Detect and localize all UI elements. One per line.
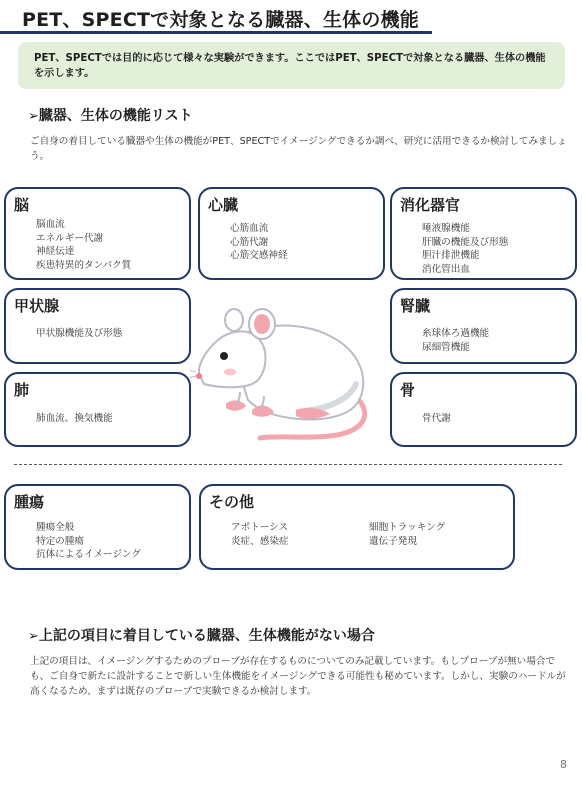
card-item-list [36, 218, 131, 272]
list-item: 炎症、感染症 [231, 535, 289, 547]
list-item: 胆汁排泄機能 [422, 250, 480, 261]
list-item: 脳血流 [36, 219, 65, 230]
intro-text: PET、SPECTでは目的に応じて様々な実験ができます。ここではPET、SPECTで対象となる臓器、生体の機能を示します。 [34, 53, 546, 79]
list-item: アポトーシス [231, 522, 289, 533]
card-item-list [36, 412, 113, 426]
arrowhead-icon: ➢ [28, 109, 39, 124]
list-item: 腫瘍全般 [36, 522, 75, 533]
card-title: 骨 [400, 381, 416, 399]
card-thyroid [4, 288, 191, 364]
card-title: 腎臓 [400, 297, 431, 315]
arrowhead-icon: ➢ [28, 629, 39, 644]
list-item: 特定の腫瘍 [36, 535, 84, 547]
list-item: 心筋代謝 [230, 236, 269, 248]
card-title: 腫瘍 [14, 493, 45, 511]
mouse-illustration [190, 292, 390, 452]
list-item: 唾液腺機能 [422, 223, 470, 234]
list-item: 疾患特異的タンパク質 [36, 259, 132, 271]
list-item: 尿細管機能 [422, 341, 470, 353]
list-item: 心筋血流 [230, 223, 269, 234]
list-item: 骨代謝 [422, 413, 451, 424]
card-kidney [390, 288, 577, 364]
list-item: 肝臓の機能及び形態 [422, 236, 509, 248]
card-item-list [230, 222, 288, 263]
title-underline [0, 31, 432, 34]
card-item-list [422, 222, 508, 276]
list-item: 甲状腺機能及び形態 [36, 328, 123, 339]
card-item-list [422, 327, 489, 354]
card-tumor [4, 484, 191, 570]
list-item: 糸球体ろ過機能 [422, 328, 490, 339]
list-item: 肺血流、換気機能 [36, 413, 113, 424]
card-brain [4, 187, 191, 280]
section-heading-text: 臓器、生体の機能リスト [38, 108, 193, 124]
section-body-no-item: 上記の項目は、イメージングするためのプローブが存在するものについてのみ記載しています。もしプローブが無い場合でも、ご自身で新たに設計することで新しい生体機能をイメージングできる可能性も秘めています。しかし、実験のハードルが高くなるため、まずは既存のプローブで実験できるか検討します。 [30, 656, 566, 697]
list-item: エネルギー代謝 [36, 232, 104, 244]
section-heading-text: 上記の項目に着目している臓器、生体機能がない場合 [38, 628, 375, 644]
dashed-divider [14, 464, 562, 465]
card-item-list-left [231, 521, 289, 548]
list-item: 神経伝達 [36, 246, 75, 257]
section-heading-organ-list [28, 105, 193, 125]
card-title: 脳 [14, 196, 30, 214]
list-item: 細胞トラッキング [369, 522, 446, 533]
card-title: 心臓 [208, 196, 239, 214]
list-item: 抗体によるイメージング [36, 549, 141, 560]
card-item-list [36, 521, 141, 562]
card-bone [390, 372, 577, 447]
card-heart [198, 187, 385, 280]
card-item-list [422, 412, 451, 426]
card-title: 消化器官 [400, 196, 461, 214]
list-item: 消化管出血 [422, 263, 470, 275]
card-title: 肺 [14, 381, 30, 399]
card-lung [4, 372, 191, 447]
section-heading-no-item [28, 625, 375, 645]
card-other [199, 484, 515, 570]
list-item: 遺伝子発現 [369, 535, 417, 547]
list-item: 心筋交感神経 [230, 250, 288, 261]
card-item-list-right [369, 521, 445, 548]
card-digestive [390, 187, 577, 280]
card-item-list [36, 327, 122, 341]
card-title: 甲状腺 [14, 297, 60, 315]
page-number: 8 [560, 758, 567, 771]
card-title: その他 [209, 493, 255, 511]
page-title: PET、SPECTで対象となる臓器、生体の機能 [22, 9, 419, 31]
section-body-organ-list: ご自身の着目している臓器や生体の機能がPET、SPECTでイメージングできるか調べ、研究に活用できるか検討してみましょう。 [30, 136, 567, 162]
